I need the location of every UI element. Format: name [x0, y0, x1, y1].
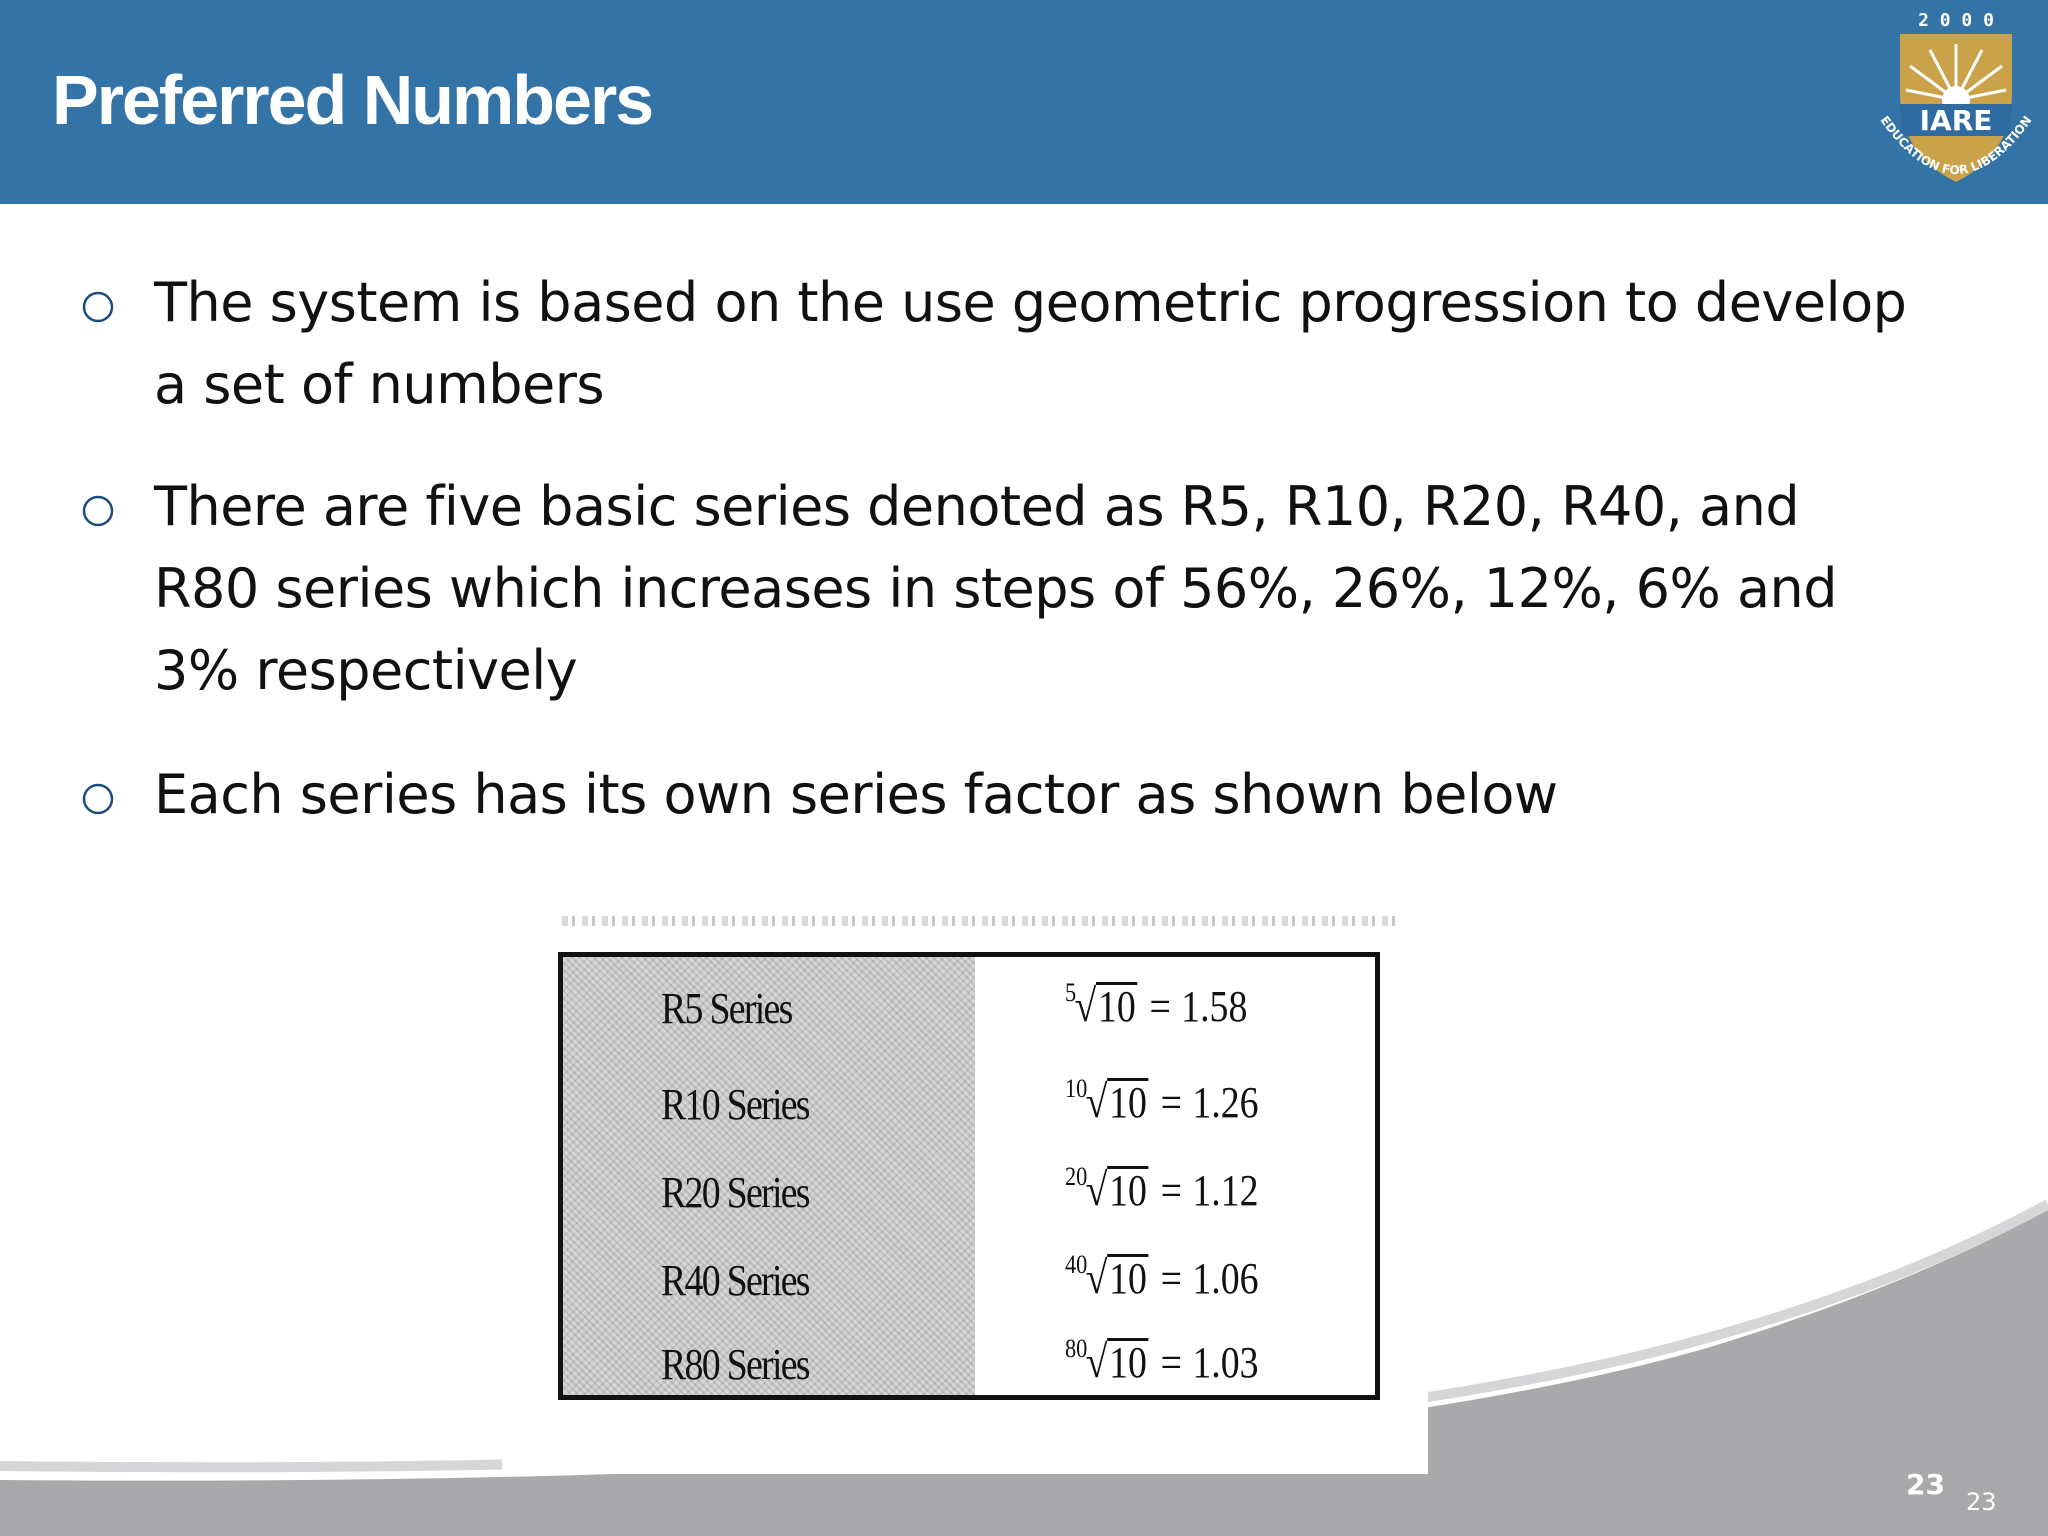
root-index: 10	[1065, 1074, 1088, 1103]
series-label: R80 Series	[661, 1340, 809, 1389]
logo-motto: EDUCATION FOR LIBERATION	[1877, 113, 2035, 178]
page-number-secondary: 23	[1966, 1488, 1997, 1516]
radicand: 10	[1109, 1078, 1147, 1127]
factor-value: 1.03	[1192, 1338, 1259, 1387]
series-factor-table-image	[502, 900, 1428, 1474]
iare-logo	[1864, 4, 2048, 200]
bullet-text: Each series has its own series factor as shown below	[154, 763, 1558, 826]
series-factor: 20 √ 10 = 1.12	[1065, 1162, 1259, 1215]
series-factor: 40 √ 10 = 1.06	[1065, 1250, 1259, 1303]
header-bar	[0, 0, 2048, 204]
logo-year: 2 0 0 0	[1918, 10, 1994, 31]
series-label: R20 Series	[661, 1168, 809, 1217]
page-number: 23	[1906, 1468, 1945, 1501]
hollow-circle-bullet-icon	[81, 782, 115, 816]
series-factor: 10 √ 10 = 1.26	[1065, 1074, 1259, 1127]
factor-value: 1.58	[1181, 982, 1248, 1031]
series-label: R5 Series	[661, 984, 792, 1033]
scan-noise	[562, 916, 1402, 926]
root-index: 5	[1065, 978, 1077, 1007]
root-index: 80	[1065, 1334, 1088, 1363]
series-factor-table	[558, 952, 1380, 1400]
radicand: 10	[1109, 1166, 1147, 1215]
radicand: 10	[1097, 982, 1136, 1031]
factor-value: 1.26	[1192, 1078, 1259, 1127]
root-index: 40	[1065, 1250, 1088, 1279]
root-index: 20	[1065, 1162, 1088, 1191]
bullet-text: The system is based on the use geometric progression to develop a set of numbers	[154, 271, 1907, 416]
series-factor: 80 √ 10 = 1.03	[1065, 1334, 1259, 1387]
factor-value: 1.06	[1192, 1254, 1259, 1303]
series-factor-column	[975, 957, 1375, 1395]
radicand: 10	[1109, 1338, 1147, 1387]
bullet-text: There are five basic series denoted as R5, R10, R20, R40, and R80 series which increases in steps of 56%, 26%, 12%, 6% and 3% respectively	[154, 475, 1838, 702]
logo-name: IARE	[1919, 104, 1993, 137]
slide-title: Preferred Numbers	[52, 61, 653, 139]
series-label: R10 Series	[661, 1080, 809, 1129]
series-name-column	[563, 957, 975, 1395]
series-label: R40 Series	[661, 1256, 809, 1305]
radicand: 10	[1109, 1254, 1147, 1303]
factor-value: 1.12	[1192, 1166, 1259, 1215]
hollow-circle-bullet-icon	[81, 494, 115, 528]
hollow-circle-bullet-icon	[81, 290, 115, 324]
series-factor: 5 √ 10 = 1.58	[1065, 978, 1248, 1031]
